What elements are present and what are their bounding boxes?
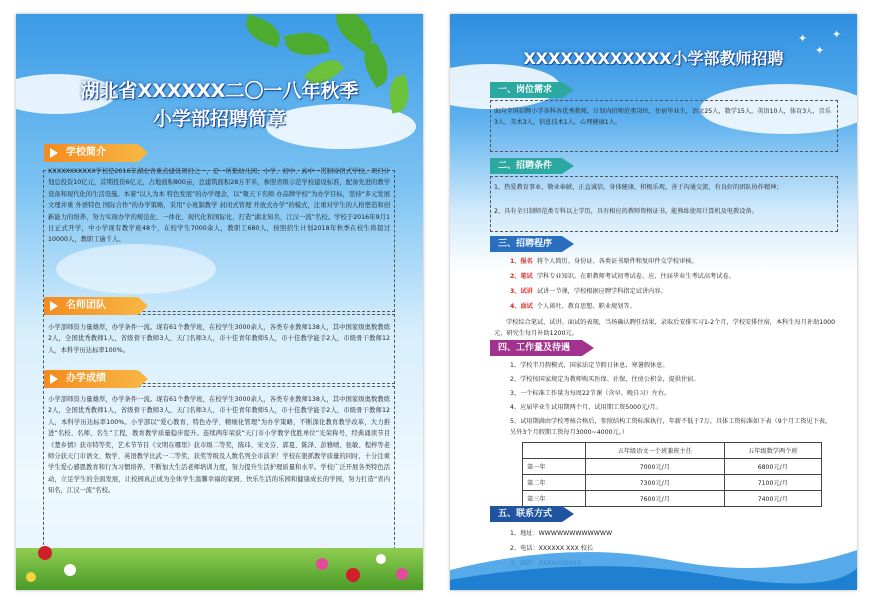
flower (396, 568, 408, 580)
section-heading-process: 三、招聘程序 (490, 236, 562, 252)
pay-item: 2、学校按国家规定为教师购买医保、社保，住房公积金，提供住宿。 (510, 376, 700, 383)
right-page (450, 14, 857, 590)
table-cell: 7100元/月 (724, 475, 821, 491)
table-row (523, 459, 822, 475)
table-cell: 7000元/月 (586, 459, 725, 475)
section-heading-contact: 五、联系方式 (490, 506, 562, 522)
flower (376, 554, 386, 564)
table-row (523, 491, 822, 507)
contact-phone: 2、电话：XXXXXX XXX 校长 (510, 545, 594, 552)
page-subtitle: 小学部招聘简章 (152, 108, 286, 130)
section-text-achievements: 小学部师资力量雄厚，办学条件一流。现有61个教学班，在校学生3000余人，各类专业教师138人，其中国家级奥数教练2人，全国优秀教师1人，省级骨干教师3人，天门名师3人，市十佳青年教师5人，市十佳教学能手2人，市级骨干教师12人，本科学历达标率100%。小学部以“爱心教育、特色办学、精细化管理”为办学策略，不断深化教育教学改革，大力推进“名校、名师、名生”工程，教育教学质量稳步提升。连续两年荣获“天门市小学教学优胜单位”光荣称号，经典诵读节目《楚乡情》获市特等奖，艺术节节目《文明在哪里》获市级二等奖，陈玮、宋文芬、郭夏、陈泽、彭雅晴、张敏、程梓等老师分获天门市语文、数学、英语教学比武一二等奖，获奖等级及人数名列全市前茅！学校在狠抓教学质量的同时，十分注重学生爱心感恩教育和行为习惯培养，不断加大生活老师培训力度，努力提升生活护理质量和水平。学校广泛开展各类特色活动，立足学生的全面发展，让校园真正成为全体学生温馨幸福的家园、快乐生活的乐园和健康成长的学园，努力打造“省内知名，江汉一流”名校。 (48, 396, 390, 495)
table-cell: 第一年 (523, 459, 586, 475)
page-title: 湖北省XXXXXX二〇一八年秋季 (80, 80, 359, 102)
table-header (523, 443, 586, 459)
pay-item: 1、学校半月假模式，国家法定节假日休息，寒暑假休息。 (510, 362, 669, 369)
pay-item: 3、一个标准工作量为每周22节课（含早、晚自习）左右。 (510, 390, 671, 397)
table-cell: 第二年 (523, 475, 586, 491)
flower (64, 564, 76, 576)
leaf (241, 14, 284, 48)
section-heading-positions: 一、岗位需求 (490, 82, 562, 98)
wave-decoration (450, 530, 857, 590)
bird-icon: ✦ (798, 32, 808, 45)
salary-table (522, 442, 822, 507)
section-heading-pay: 四、工作量及待遇 (490, 340, 582, 356)
process-step: 3、试讲 试讲一节课，学校根据应聘学科指定试讲内容。 (510, 288, 667, 295)
page-title: XXXXXXXXXXXX小学部教师招聘 (523, 49, 784, 68)
flower (316, 558, 328, 570)
leaf (284, 29, 330, 60)
left-page (16, 14, 423, 590)
table-header-row (523, 443, 822, 459)
pay-item: 4、应届毕业生试用期两个月，试用期工资5000元/月。 (510, 404, 662, 411)
table-row (523, 475, 822, 491)
process-note: 学校综合笔试、试讲、面试的表现，当场确认聘任结果，录取后安排实习1-2个月，学校安排住宿，本科生每月补助1000元，研究生每月补助1200元。 (494, 319, 836, 337)
section-heading-requirements: 二、招聘条件 (490, 158, 562, 174)
table-cell: 7300元/月 (586, 475, 725, 491)
grass-decoration (16, 548, 423, 590)
section-heading-intro: 学校简介 (44, 144, 138, 162)
table-header: 五年级语文一个班兼班主任 (586, 443, 725, 459)
section-heading-achievements: 办学成绩 (44, 370, 138, 388)
table-cell: 第三年 (523, 491, 586, 507)
flower (38, 546, 52, 560)
bird-icon: ✦ (815, 44, 825, 57)
flower (26, 572, 36, 582)
process-step: 4、面试 个人谈吐、教育思想、职业规划等。 (510, 303, 636, 310)
table-cell: 7600元/月 (586, 491, 725, 507)
table-header: 五年级数学两个班 (724, 443, 821, 459)
flower (346, 568, 360, 582)
section-text-positions: 面向全国招聘小学各科各优秀教师，计划内招师范类岗位，住宿毕业生，语文25人，数学15人，英语10人，体育3人，音乐3人，美术3人，信息技术1人，心理健康1人。 (494, 108, 831, 126)
table-cell: 6800元/月 (724, 459, 821, 475)
table-cell: 7400元/月 (724, 491, 821, 507)
section-text-intro: XXXXXXXXXXX学校是2016年湖北省重点建设项目之一，是一所集幼儿园、小学、初中、高中一贯制寄宿式学校。项目计划总投资10亿元，首期投资6亿元，占地面积800亩，总建筑面积28万平米，参照省级示范学校建设标准，配备先进的教学设备和现代化的生活设施。本着“以人为本 特色发展”的办学理念，以“聚天下名师 办品牌学校”为办学目标，坚持“多元发展 文理并重 外语特色 国际合作”的办学策略，采用“小班制教学 封闭式管理 开放式办学”的模式，注重对学生的人格塑造和创新能力的培养，努力实现办学的规范化、一体化、现代化和国际化，打造“湖北知名，江汉一流”名校。学校于2016年9月1日正式开学，中小学现有教学班48个，在校学生7000余人，教职工680人，按照招生计划2018年秋季在校生将超过10000人，教职工逾千人。 (48, 168, 390, 244)
requirement-item: 1、热爱教育事业，敬业奉献，正直诚信，身体健康，积极乐观，善于沟通交流，有良好的团队协作精神； (494, 184, 783, 191)
section-heading-teachers: 名师团队 (44, 297, 138, 315)
requirement-item: 2、具有全日制师范类专科以上学历，具有相应的教师资格证书，能熟练使用计算机及电教设备。 (494, 208, 758, 215)
process-step: 2、笔试 学科专业知识。在职教师考试初考试卷、应、往届毕业生考试高考试卷。 (510, 273, 735, 280)
section-text-teachers: 小学部师资力量雄厚，办学条件一流。现有61个教学班，在校学生3000余人，各类专业教师138人，其中国家级奥数教练2人，全国优秀教师1人，省级骨干教师3人，天门名师3人，市十佳青年教师5人，市十佳教学能手2人，市级骨干教师12人，本科学历达标率100%。 (48, 324, 390, 354)
bird-icon: ✦ (832, 28, 842, 41)
contact-address: 1、地址：WWWWWWWWWWWW (510, 530, 613, 537)
process-step: 1、报名 将个人简历、身份证、各类证书原件和复印件交学校审核。 (510, 258, 698, 265)
pay-item: 5、试用期满由学校考核合格后，参照结构工资标准执行，年薪不低于7万。具体工资标准如下表（9个月工资见下表，另外3个月假期工资每月3000~4000元。） (510, 418, 832, 436)
